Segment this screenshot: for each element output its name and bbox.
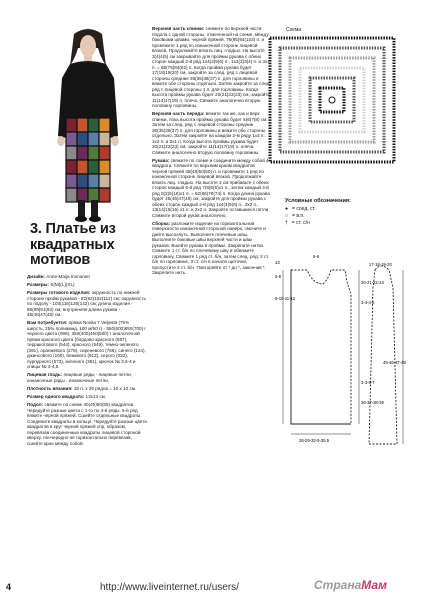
hem-section: Подол: свяжите по схеме 40(45)50(55) квадратов. Чередуйте разные цвета с 1-го по 4-й ряды. 5-й ряд вяжите черной пряжей. Сшейте отдельные квадраты. Соедините квадраты в кольцо. Чередуйте разные цвета квадратов в круг черной пряжей спр, образом, перевязав соединенные квадраты лицевой стороной кверху, поочередно не горизонтально перевязав, сшейте края между собой.: [27, 402, 147, 446]
skirt-square: [66, 118, 77, 132]
slip-stitch-icon: ●: [285, 206, 289, 212]
scheme-round: [320, 88, 344, 112]
materials: Вам потребуется: пряжа Novita 7 Veljestä (75% шерсть, 25% полиамид, 100 м/50 г) - 550(600)650(700) г черного цвета (099), 350(400)450(500) г аналогичной пряжи красного цвета (бордово-красного (587), терракотового (544), красного (549), темно-зеленого (391), оранжевого (278), сиреневого (766), синего (124), джинсового (160), бежевого (612), серого (032), пурпурного (573), зеленого (381), крючок № 3,5-4 и спицы № 4-4,5.: [27, 320, 147, 370]
label-s1: 3-4-4-5: [361, 300, 375, 305]
skirt-square: [88, 188, 99, 202]
label-m3: 5-6: [275, 274, 282, 279]
legend-title: Условные обозначения:: [285, 198, 351, 204]
pattern-schematic: [273, 244, 413, 460]
watermark-logo: СтранаМам: [314, 578, 387, 592]
skirt-square: [99, 160, 110, 174]
skirt-square: [77, 160, 88, 174]
sleeves-section: Рукава: свяжите по схеме и соедините между собой 4 квадрата. Свяжите по верхним краям квадратов черной пряжей 48(48)50(50) п. и провяжите 1 ряд по изнаночной стороне лицевой вязкой. Продолжайте вязать лиц. гладью. На высоте 2 см прибавьте с обеих сторон каждый 6-й ряд 7(6)6(5)х1 п., затем каждый 4-й ряд 0(3)5(10)х1 п. = 62(66)70(74) п. Когда длина рукава будет 45(46)47(48) см, закройте для проймы рукава с обеих сторон каждый 2-й ряд 1х4(4)5(6) п., 3х2 п., 13(14)15(16) х1 п. и 2х2 п. Закройте оставшиеся петли. Свяжите второй рукав аналогично.: [152, 157, 270, 218]
sleeve-outline: [369, 266, 397, 444]
label-side: 20-21-22-23: [361, 280, 384, 285]
skirt-square: [77, 132, 88, 146]
chain-stitch-icon: ○: [285, 213, 289, 219]
scheme-round: [280, 48, 384, 152]
skirt-square: [99, 118, 110, 132]
skirt-square: [66, 174, 77, 188]
skirt-square: [99, 174, 110, 188]
design-credit: Дизайн: Anne-Maija Immonen: [27, 274, 90, 279]
gauge: Плотность вязания: 18 п. х 26 рядов = 10 х 10 см.: [27, 385, 137, 391]
scheme-round: [310, 78, 354, 122]
label-m1: 5-6: [313, 254, 320, 259]
legend-item-chain: ○ = в.п.: [285, 213, 305, 219]
legend-item-slip-stitch: ● = соед. ст.: [285, 206, 316, 212]
instructions-column-left: [27, 274, 147, 449]
label-m4: 9-10-11-12: [275, 296, 296, 301]
label-s2: 45-46-47-48: [383, 360, 406, 365]
source-url[interactable]: http://www.liveinternet.ru/users/: [100, 582, 239, 593]
body-outline: [291, 270, 351, 424]
legend: [285, 198, 395, 227]
skirt-square: [77, 118, 88, 132]
back-section: Верхняя часть спинки: снимите по верхней части подола с одной стороны, отмеченной на схеме, между боковыми швами, черной пряжей, 76(85)94(103) п. и провяжите 1 ряд по изнаночной стороне лицевой вязкой. Продолжайте вязать лиц. гладью. На высоте 3(4)4(5) см закрывайте для проймы рукава с обеих сторон каждый 2-й ряд 1х4(4)5(6) п., 1х3(3)3(4) п. и 3х1 п. = 68(76)84(92) п. Когда пройма рукава будет 17(18)19(20) см, закройте за след. ряд с лицевой стороны средние 36(35)36(37) п. для горловины и вяжите обе стороны отдельно. Затем закройте за след. ряд с лицевой стороны 1 п. для горловины. Когда высота проймы рукава будет 20(21)22(23) см, закройте 11(14)17(19) п. плеча. Свяжите аналогично вторую половину горловины.: [152, 26, 271, 108]
skirt-square: [88, 174, 99, 188]
instructions-column-middle: [152, 26, 271, 278]
skirt-square: [77, 146, 88, 160]
granny-square-scheme: [266, 34, 398, 166]
finished-measurements: Размеры готового изделия: окружность по нижней стороне пройм рукавов - 82(92)102(112) см; окружность по подолу - 104(116)130(142) см; длина изделия - 88(89)91(93) см; внутренняя длина рукава - 45(46)47(48) см.: [27, 290, 146, 318]
label-s4: 36-37-38-39: [361, 400, 384, 405]
square-size: Размер одного квадрата: 13х13 см.: [27, 394, 107, 400]
skirt-square: [99, 188, 110, 202]
label-top-right: 17-18-19-20: [369, 262, 392, 267]
skirt-square: [66, 160, 77, 174]
scheme-center: [329, 97, 335, 103]
scheme-round: [290, 58, 374, 142]
model-photo: [40, 26, 136, 222]
sizes: Размеры: S(M)(L)(XL): [27, 282, 75, 288]
skirt-square: [88, 118, 99, 132]
skirt-square: [88, 132, 99, 146]
legend-item-dc: † = ст. с/н: [285, 220, 310, 226]
label-bottom: 26-29-32-5-35.5: [299, 438, 330, 443]
front-section: Верхняя часть переда: вяжите так же, как и верх спинки, пока высота проймы рукава будет 5(6)7(8) см. Затем за след. ряд с лицевой стороны средние 36(35)36(37) п. для горловины и вяжите обе стороны отдельно. Затем закройте на каждом 2-м ряду 1х4 п., 1х2 п. и 2х1 п. Когда высота проймы рукава будет 20(21)22(23) см, закройте 11(14)17(19) п. плеча. Свяжите аналогично вторую половину горловины.: [152, 111, 268, 155]
skirt-square: [77, 174, 88, 188]
skirt-square: [66, 132, 77, 146]
article-title: 3. Платье из квадратных мотивов: [30, 221, 116, 268]
skirt-square: [99, 132, 110, 146]
skirt-square: [66, 146, 77, 160]
page-number: 4: [6, 582, 12, 592]
skirt-square: [66, 188, 77, 202]
skirt-square: [99, 146, 110, 160]
label-s3: 3-3-6-7: [361, 380, 375, 385]
stockinette: Лицевая гладь: лицевые ряды - лицевые петли, изнаночные ряды - изнаночные петли.: [27, 372, 132, 383]
double-crochet-icon: †: [285, 220, 288, 226]
skirt-square: [88, 146, 99, 160]
scheme-label: Схема: [286, 27, 302, 33]
label-m2: 13: [275, 260, 280, 265]
skirt-square: [88, 160, 99, 174]
skirt-square: [77, 188, 88, 202]
assembly-section: Сборка: разложите изделие на горизонтальной поверхности изнаночной стороной наверх, смочите и дайте высохнуть. Выполните плечевые швы. Выполните боковые швы верхней части и швы рукавов. Вшейте рукава в проймы. Закрепите нитки. Свяжите 1 ст. б/н по плечевому шву и обвяжите горловину. Свяжите 1 ряд ст. б/н, затем след. ряд: 2 ст. б/н по горловине, 3 ст. с/н в начало щеточки, пропустите 2 ст. б/н. Повторяйте от * до *, закончив *. Закрепите нить.: [152, 220, 270, 276]
